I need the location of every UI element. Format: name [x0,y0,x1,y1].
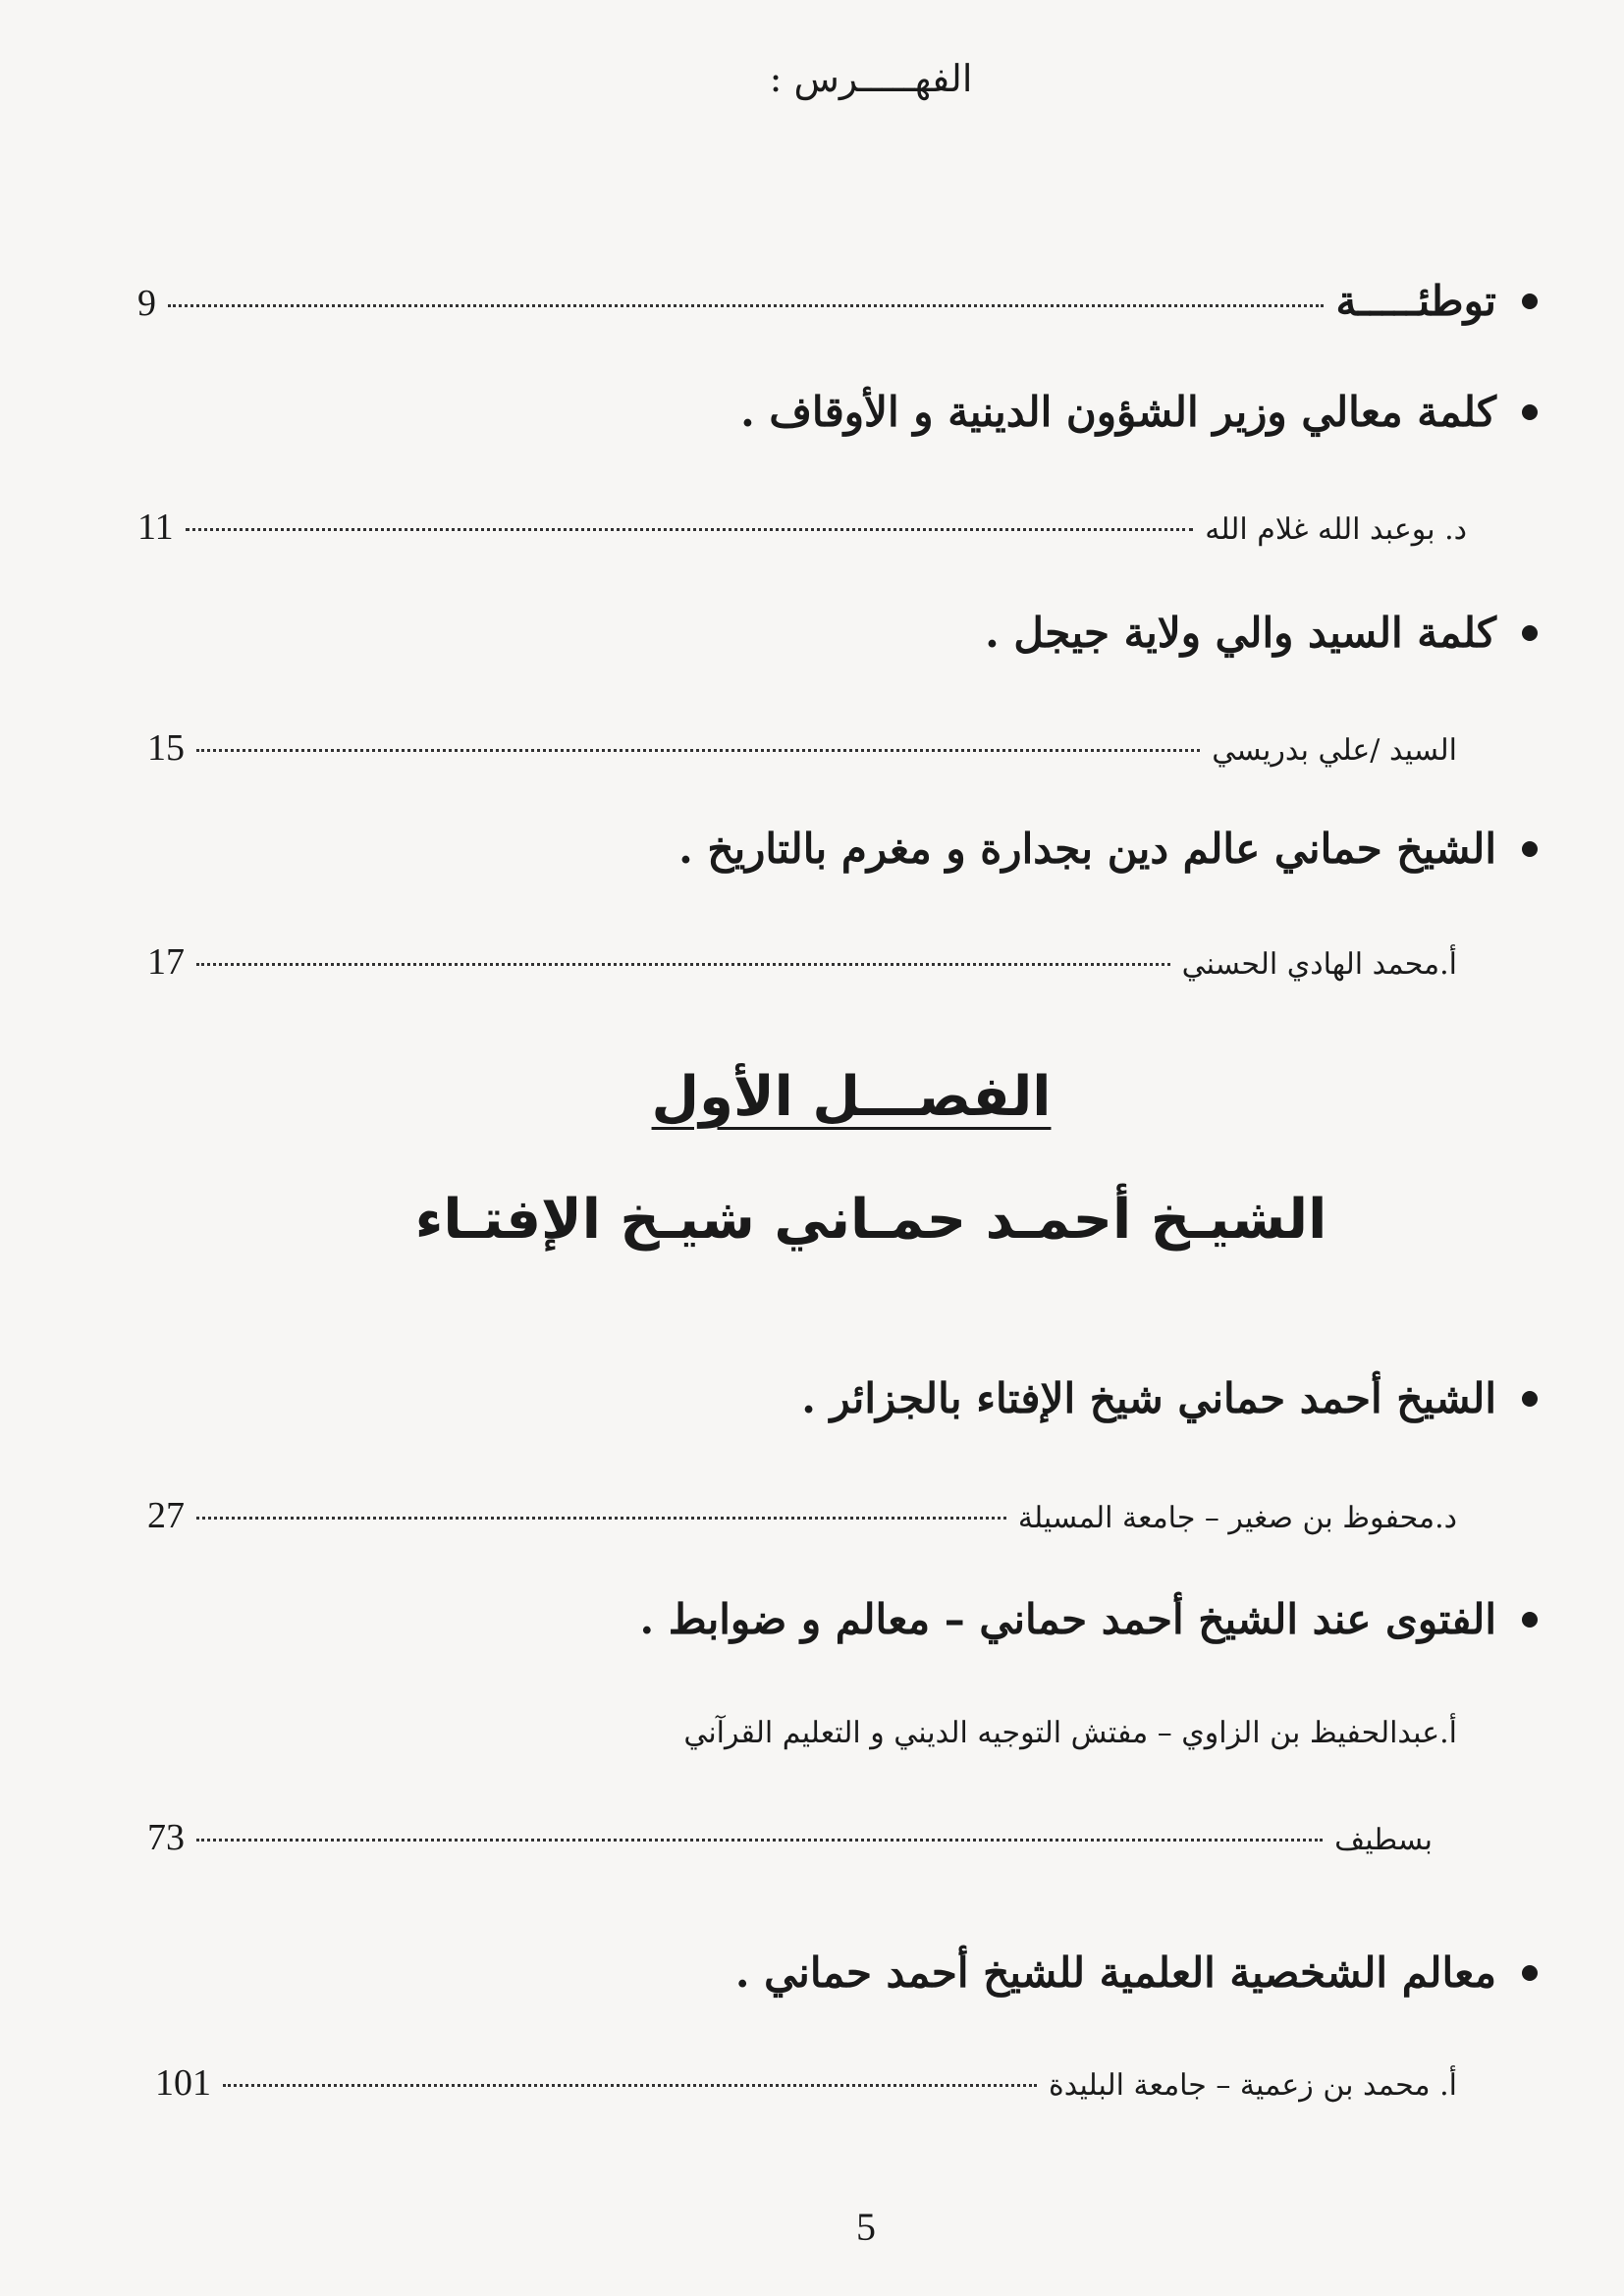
bullet-icon [1522,294,1538,309]
toc-entry-author-text: أ. محمد بن زعمية – جامعة البليدة [1049,2068,1457,2103]
toc-entry-author-text: أ.عبدالحفيظ بن الزاوي – مفتش التوجيه الديني و التعليم القرآني [683,1716,1457,1750]
bullet-icon [1522,625,1538,641]
page-number-footer: 5 [856,2205,876,2249]
toc-entry-title-text: الشيخ حماني عالم دين بجدارة و مغرم بالتاريخ . [678,825,1496,873]
dot-leader [196,1517,1006,1520]
toc-entry-title [137,825,1538,873]
toc-entry-title-text: الشيخ أحمد حماني شيخ الإفتاء بالجزائر . [801,1374,1496,1422]
toc-entry-title [137,1374,1538,1422]
toc-entry-author [137,506,1467,549]
toc-page-number: 11 [137,507,174,548]
toc-page-number: 101 [155,2062,211,2104]
toc-entry-title-text: معالم الشخصية العلمية للشيخ أحمد حماني . [734,1949,1496,1997]
dot-leader [196,1839,1323,1842]
dot-leader [186,528,1194,531]
bullet-icon [1522,1965,1538,1981]
toc-page-number: 15 [147,727,185,769]
toc-entry-title [137,388,1538,436]
toc-entry-author-text: د. بوعبد الله غلام الله [1205,512,1467,547]
toc-entry-author [137,1716,1457,1750]
toc-entry-author [155,2061,1457,2105]
dot-leader [168,304,1324,307]
toc-entry-author [147,1494,1457,1537]
toc-entry-author-text: د.محفوظ بن صغير – جامعة المسيلة [1017,1501,1457,1535]
toc-entry-author [147,940,1457,984]
bullet-icon [1522,404,1538,420]
bullet-icon [1522,841,1538,857]
chapter-label [0,1065,1624,1129]
toc-entry-author-continued [147,1816,1433,1859]
toc-entry-title [137,609,1538,657]
chapter-label-text: الفصـــل الأول [651,1065,1052,1129]
dot-leader [196,749,1200,752]
dot-leader [196,963,1170,966]
page-title: الفهـــــرس : [769,57,973,100]
toc-entry-title [137,277,1538,325]
toc-entry-title-text: كلمة السيد والي ولاية جيجل . [985,609,1496,657]
toc-page-number: 17 [147,941,185,983]
toc-entry-author-text: أ.محمد الهادي الحسني [1181,947,1457,982]
toc-entry-title-text: كلمة معالي وزير الشؤون الدينية و الأوقاف . [740,388,1496,436]
toc-entry-author-text: بسطيف [1334,1823,1433,1857]
toc-page-number: 9 [137,283,156,324]
bullet-icon [1522,1391,1538,1407]
chapter-title: الشيـخ أحمـد حمـاني شيـخ الإفتـاء [414,1188,1327,1252]
toc-page-number: 73 [147,1817,185,1858]
toc-entry-author-text: السيد /علي بدريسي [1212,733,1457,768]
toc-page-number: 27 [147,1495,185,1536]
toc-entry-title [137,1595,1538,1643]
toc-entry-title-text: الفتوى عند الشيخ أحمد حماني – معالم و ضوابط . [639,1595,1496,1643]
toc-entry-author [147,726,1457,770]
toc-entry-title [137,1949,1538,1997]
dot-leader [223,2084,1037,2087]
toc-entry-title-text: توطئـــــة [1335,277,1496,325]
bullet-icon [1522,1612,1538,1628]
